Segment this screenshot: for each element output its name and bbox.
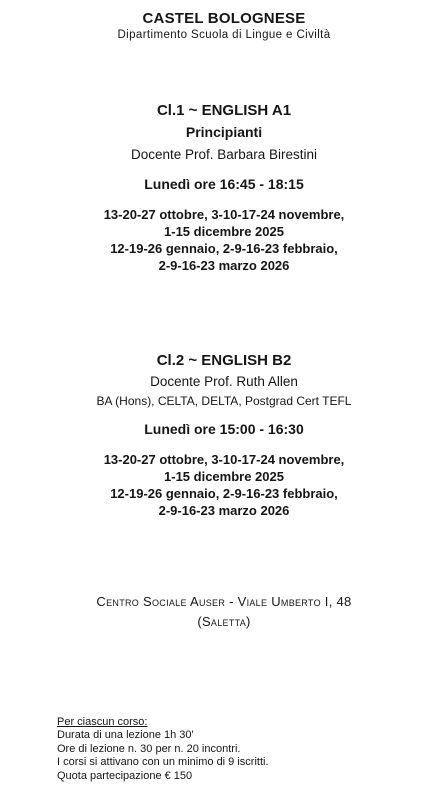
course-2-qualifications: BA (Hons), CELTA, DELTA, Postgrad Cert TEFL	[96, 394, 352, 408]
course-2-title: Cl.2 ~ ENGLISH B2	[156, 352, 292, 369]
course-2-dates-line: 1-15 dicembre 2025	[164, 469, 284, 484]
course-info-line: Ore di lezione n. 30 per n. 20 incontri.	[57, 742, 241, 755]
header-title: CASTEL BOLOGNESE	[142, 10, 306, 27]
course-2-dates-line: 2-9-16-23 marzo 2026	[158, 503, 290, 518]
course-2-dates-line: 12-19-26 gennaio, 2-9-16-23 febbraio,	[110, 486, 338, 501]
course-1-schedule: Lunedì ore 16:45 - 18:15	[144, 176, 304, 192]
header-subtitle: Dipartimento Scuola di Lingue e Civiltà	[117, 29, 331, 41]
course-1-dates-line: 1-15 dicembre 2025	[164, 224, 284, 239]
course-info-heading: Per ciascun corso:	[57, 716, 148, 728]
course-2-schedule: Lunedì ore 15:00 - 16:30	[144, 421, 304, 437]
course-1-dates-line: 13-20-27 ottobre, 3-10-17-24 novembre,	[103, 207, 345, 222]
course-1-title: Cl.1 ~ ENGLISH A1	[156, 102, 292, 119]
course-2-dates-line: 13-20-27 ottobre, 3-10-17-24 novembre,	[103, 452, 345, 467]
course-1-dates-line: 2-9-16-23 marzo 2026	[158, 258, 290, 273]
venue-address: Centro Sociale Auser - Viale Umberto I, 48	[96, 594, 352, 609]
venue-room: (Saletta)	[197, 614, 251, 629]
course-info-line: I corsi si attivano con un minimo di 9 iscritti.	[57, 756, 269, 769]
course-info-line: Quota partecipazione € 150	[57, 769, 193, 782]
course-1-dates-line: 12-19-26 gennaio, 2-9-16-23 febbraio,	[110, 241, 338, 256]
course-1-teacher: Docente Prof. Barbara Birestini	[130, 147, 318, 162]
course-info-block	[57, 716, 437, 783]
course-info-line: Durata di una lezione 1h 30'	[57, 729, 194, 742]
course-1-level: Principianti	[185, 124, 263, 140]
course-2-teacher: Docente Prof. Ruth Allen	[150, 374, 298, 389]
